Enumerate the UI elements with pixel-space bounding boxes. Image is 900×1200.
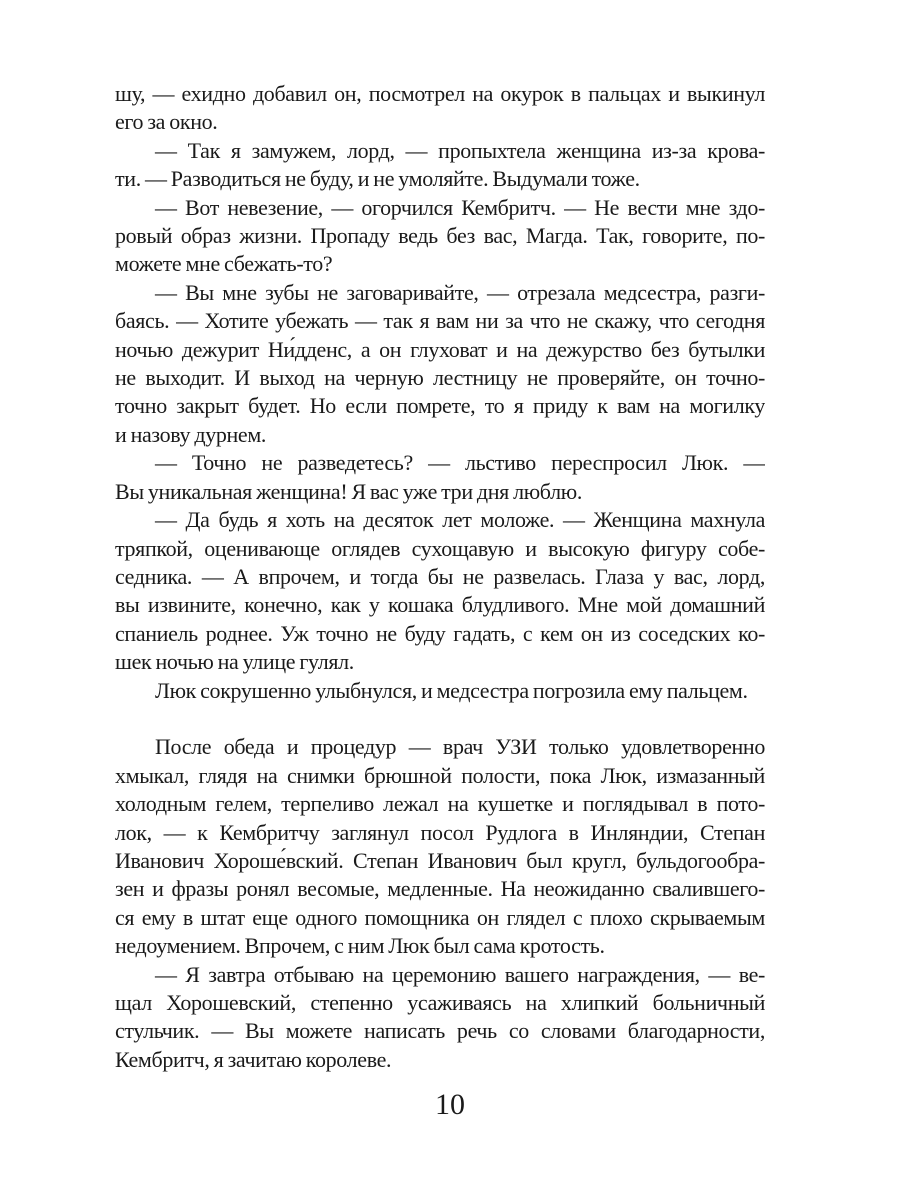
text-line: Люк сокрушенно улыбнулся, и медсестра погрозила ему пальцем.	[155, 677, 748, 703]
section-break	[115, 705, 765, 733]
paragraph	[115, 194, 765, 279]
text-line: — Так я замужем, лорд, — пропыхтела женщина из-за крова-	[155, 137, 765, 163]
text-line: Кембритч, я зачитаю королеве.	[115, 1046, 392, 1072]
paragraph	[115, 80, 765, 137]
text-line: зен и фразы ронял весомые, медленные. На неожиданно свалившего-	[115, 876, 765, 902]
paragraph	[115, 733, 765, 960]
text-line: щал Хорошевский, степенно усаживаясь на хлипкий больничный	[115, 989, 765, 1015]
text-line: стульчик. — Вы можете написать речь со словами благодарности,	[115, 1018, 765, 1044]
text-line: ти. — Разводиться не буду, и не умоляйте. Выдумали тоже.	[115, 166, 640, 192]
text-line: и назову дурнем.	[115, 421, 267, 447]
text-line: спаниель роднее. Уж точно не буду гадать, с кем он из соседских ко-	[115, 620, 765, 646]
page-number: 10	[435, 1088, 465, 1121]
text-line: хмыкал, глядя на снимки брюшной полости, пока Люк, измазанный	[115, 762, 765, 788]
text-line: Иванович Хороше́вский. Степан Иванович был кругл, бульдогообра-	[115, 847, 765, 873]
text-line: лок, — к Кембритчу заглянул посол Рудлога в Инляндии, Степан	[115, 819, 765, 845]
text-line: холодным гелем, терпеливо лежал на кушетке и поглядывал в пото-	[115, 791, 765, 817]
text-line: — Точно не разведетесь? — льстиво переспросил Люк. —	[155, 450, 765, 476]
text-line: шек ночью на улице гулял.	[115, 649, 354, 675]
text-line: не выходит. И выход на черную лестницу не проверяйте, он точно-	[115, 365, 765, 391]
paragraph	[115, 137, 765, 194]
text-line: ночью дежурит Ни́дденс, а он глуховат и на дежурство без бутылки	[115, 336, 765, 362]
paragraph	[115, 506, 765, 676]
text-line: ровый образ жизни. Пропаду ведь без вас, Магда. Так, говорите, по-	[115, 223, 765, 249]
text-line: — Вот невезение, — огорчился Кембритч. — Не вести мне здо-	[155, 194, 765, 220]
paragraph	[115, 449, 765, 506]
text-line: баясь. — Хотите убежать — так я вам ни за что не скажу, что сегодня	[115, 308, 765, 334]
text-line: тряпкой, оценивающе оглядев сухощавую и высокую фигуру собе-	[115, 535, 765, 561]
text-line: — Вы мне зубы не заговаривайте, — отрезала медсестра, разги-	[155, 279, 765, 305]
text-line: недоумением. Впрочем, с ним Люк был сама кротость.	[115, 933, 605, 959]
text-line: шу, — ехидно добавил он, посмотрел на окурок в пальцах и выкинул	[115, 81, 765, 106]
text-line: Вы уникальная женщина! Я вас уже три дня люблю.	[115, 478, 582, 504]
paragraph	[115, 961, 765, 1075]
text-line: — Да будь я хоть на десяток лет моложе. — Женщина махнула	[155, 507, 765, 533]
text-line: После обеда и процедур — врач УЗИ только удовлетворенно	[155, 734, 765, 760]
text-line: седника. — А впрочем, и тогда бы не развелась. Глаза у вас, лорд,	[115, 563, 765, 589]
paragraph	[115, 677, 765, 705]
text-line: вы извините, конечно, как у кошака блудливого. Мне мой домашний	[115, 592, 765, 618]
text-line: можете мне сбежать-то?	[115, 251, 333, 277]
body-text	[115, 80, 765, 1074]
text-line: его за окно.	[115, 109, 218, 135]
paragraph	[115, 279, 765, 449]
text-line: точно закрыт будет. Но если помрете, то я приду к вам на могилку	[115, 393, 765, 419]
text-line: — Я завтра отбываю на церемонию вашего награждения, — ве-	[155, 961, 765, 987]
text-line: ся ему в штат еще одного помощника он глядел с плохо скрываемым	[115, 904, 765, 930]
